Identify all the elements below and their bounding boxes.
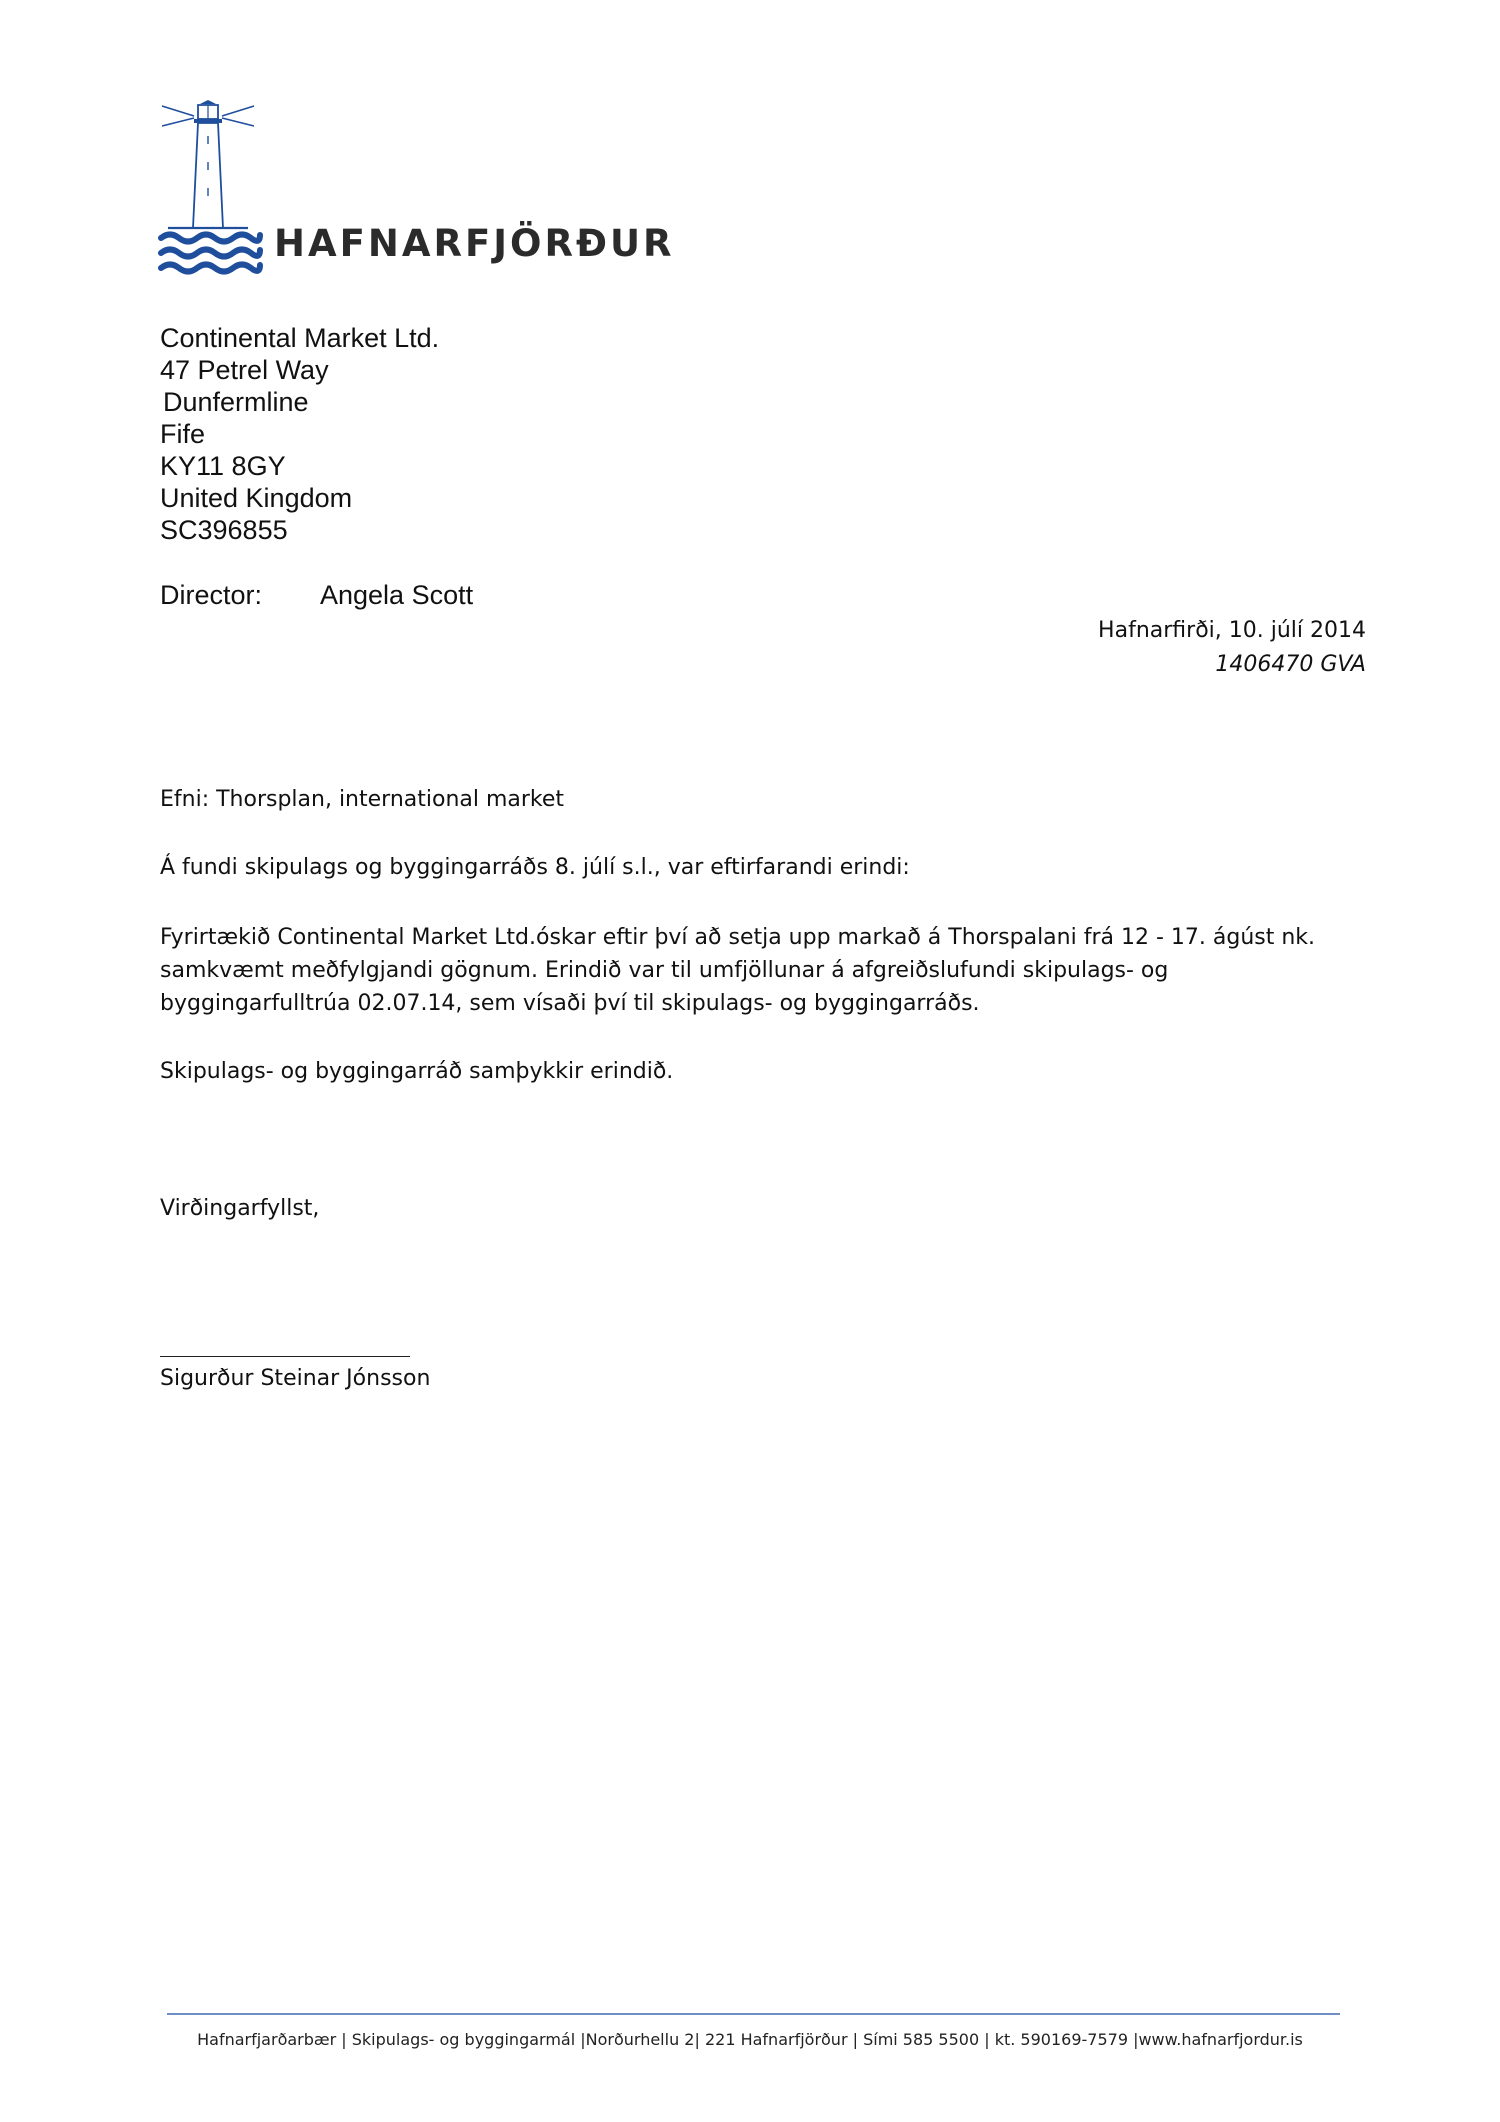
paragraph-line: byggingarfulltrúa 02.07.14, sem vísaði því til skipulags- og byggingarráðs.: [160, 991, 980, 1016]
intro-line: Á fundi skipulags og byggingarráðs 8. júlí s.l., var eftirfarandi erindi:: [160, 855, 910, 880]
signatory-name: Sigurður Steinar Jónsson: [160, 1366, 431, 1391]
director-line: [160, 580, 474, 611]
footer-divider: [167, 2013, 1340, 2015]
main-paragraph: [160, 921, 1380, 1020]
subject-line: Efni: Thorsplan, international market: [160, 787, 565, 812]
recipient-country: United Kingdom: [160, 483, 353, 513]
recipient-company-number: SC396855: [160, 515, 288, 545]
org-name: HAFNARFJÖRÐUR: [274, 222, 675, 265]
signature-line: [160, 1356, 410, 1357]
reference-number: 1406470 GVA: [1215, 652, 1366, 677]
approval-line: Skipulags- og byggingarráð samþykkir erindið.: [160, 1059, 674, 1084]
recipient-address: [160, 322, 439, 546]
closing-line: Virðingarfyllst,: [160, 1196, 320, 1221]
recipient-street: 47 Petrel Way: [160, 355, 329, 385]
recipient-postcode: KY11 8GY: [160, 451, 286, 481]
paragraph-line: samkvæmt meðfylgjandi gögnum. Erindið var til umfjöllunar á afgreiðslufundi skipulags- og: [160, 958, 1169, 983]
paragraph-line: Fyrirtækið Continental Market Ltd.óskar eftir því að setja upp markað á Thorspalani frá 12 - 17. ágúst nk.: [160, 925, 1316, 950]
place-date: Hafnarfirði, 10. júlí 2014: [1098, 618, 1366, 643]
recipient-company: Continental Market Ltd.: [160, 323, 440, 353]
director-name: Angela Scott: [320, 580, 474, 610]
footer-text: Hafnarfjarðarbær | Skipulags- og byggingarmál |Norðurhellu 2| 221 Hafnarfjörður | Sími 585 5500 | kt. 590169-7579 |www.hafnarfjordur.is: [197, 2030, 1303, 2049]
lighthouse-icon: [158, 100, 278, 275]
letterhead-logo: [158, 100, 675, 275]
date-reference-block: [1098, 614, 1366, 682]
recipient-town: Dunfermline: [163, 387, 309, 417]
recipient-county: Fife: [160, 419, 206, 449]
director-label: Director:: [160, 580, 263, 610]
